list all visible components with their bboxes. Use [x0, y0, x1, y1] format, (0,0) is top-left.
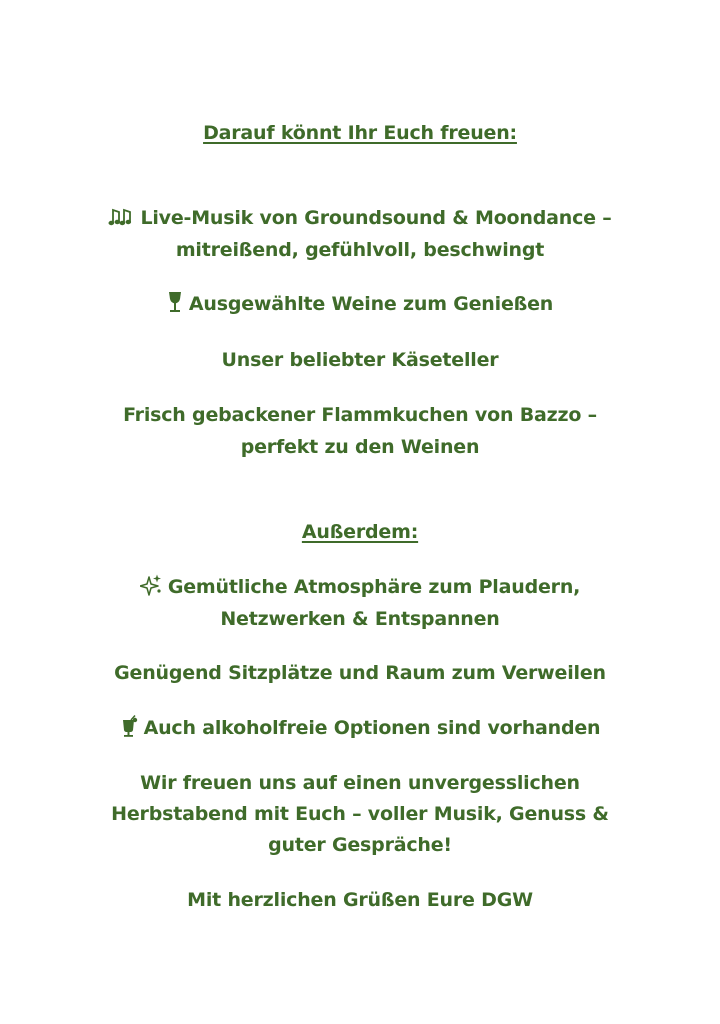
cocktail-glass-icon: [120, 715, 138, 737]
wine-glass-icon: [167, 291, 183, 313]
list-item-text: Ausgewählte Weine zum Genießen: [188, 293, 554, 315]
closing-line-2: Herbstabend mit Euch – voller Musik, Genuss &: [111, 803, 609, 825]
extra-item-text: Gemütliche Atmosphäre zum Plaudern,: [167, 576, 581, 598]
list-item-music: [0, 202, 720, 234]
list-item-flammkuchen: Frisch gebackener Flammkuchen von Bazzo –: [123, 404, 597, 426]
extra-item-atmosphere: [0, 571, 720, 603]
extra-item-atmosphere-line2: Netzwerken & Entspannen: [220, 608, 500, 630]
heading-main: Darauf könnt Ihr Euch freuen:: [203, 122, 517, 144]
sparkles-icon: [140, 574, 162, 596]
list-item-cheese: Unser beliebter Käseteller: [221, 349, 499, 371]
signature: Mit herzlichen Grüßen Eure DGW: [187, 889, 533, 911]
extra-item-text: Auch alkoholfreie Optionen sind vorhanden: [143, 717, 601, 739]
closing-line-1: Wir freuen uns auf einen unvergesslichen: [140, 772, 580, 794]
extra-item-nonalcoholic: [0, 712, 720, 744]
list-item-text: Live-Musik von Groundsound & Moondance –: [140, 207, 612, 229]
list-item-wine: [0, 288, 720, 320]
list-item-music-line2: mitreißend, gefühlvoll, beschwingt: [175, 239, 545, 261]
extra-item-seating: Genügend Sitzplätze und Raum zum Verweilen: [114, 662, 606, 684]
music-notes-icon: [108, 207, 134, 227]
list-item-flammkuchen-line2: perfekt zu den Weinen: [240, 436, 480, 458]
heading-extra: Außerdem:: [301, 521, 419, 543]
closing-line-3: guter Gespräche!: [268, 834, 452, 856]
